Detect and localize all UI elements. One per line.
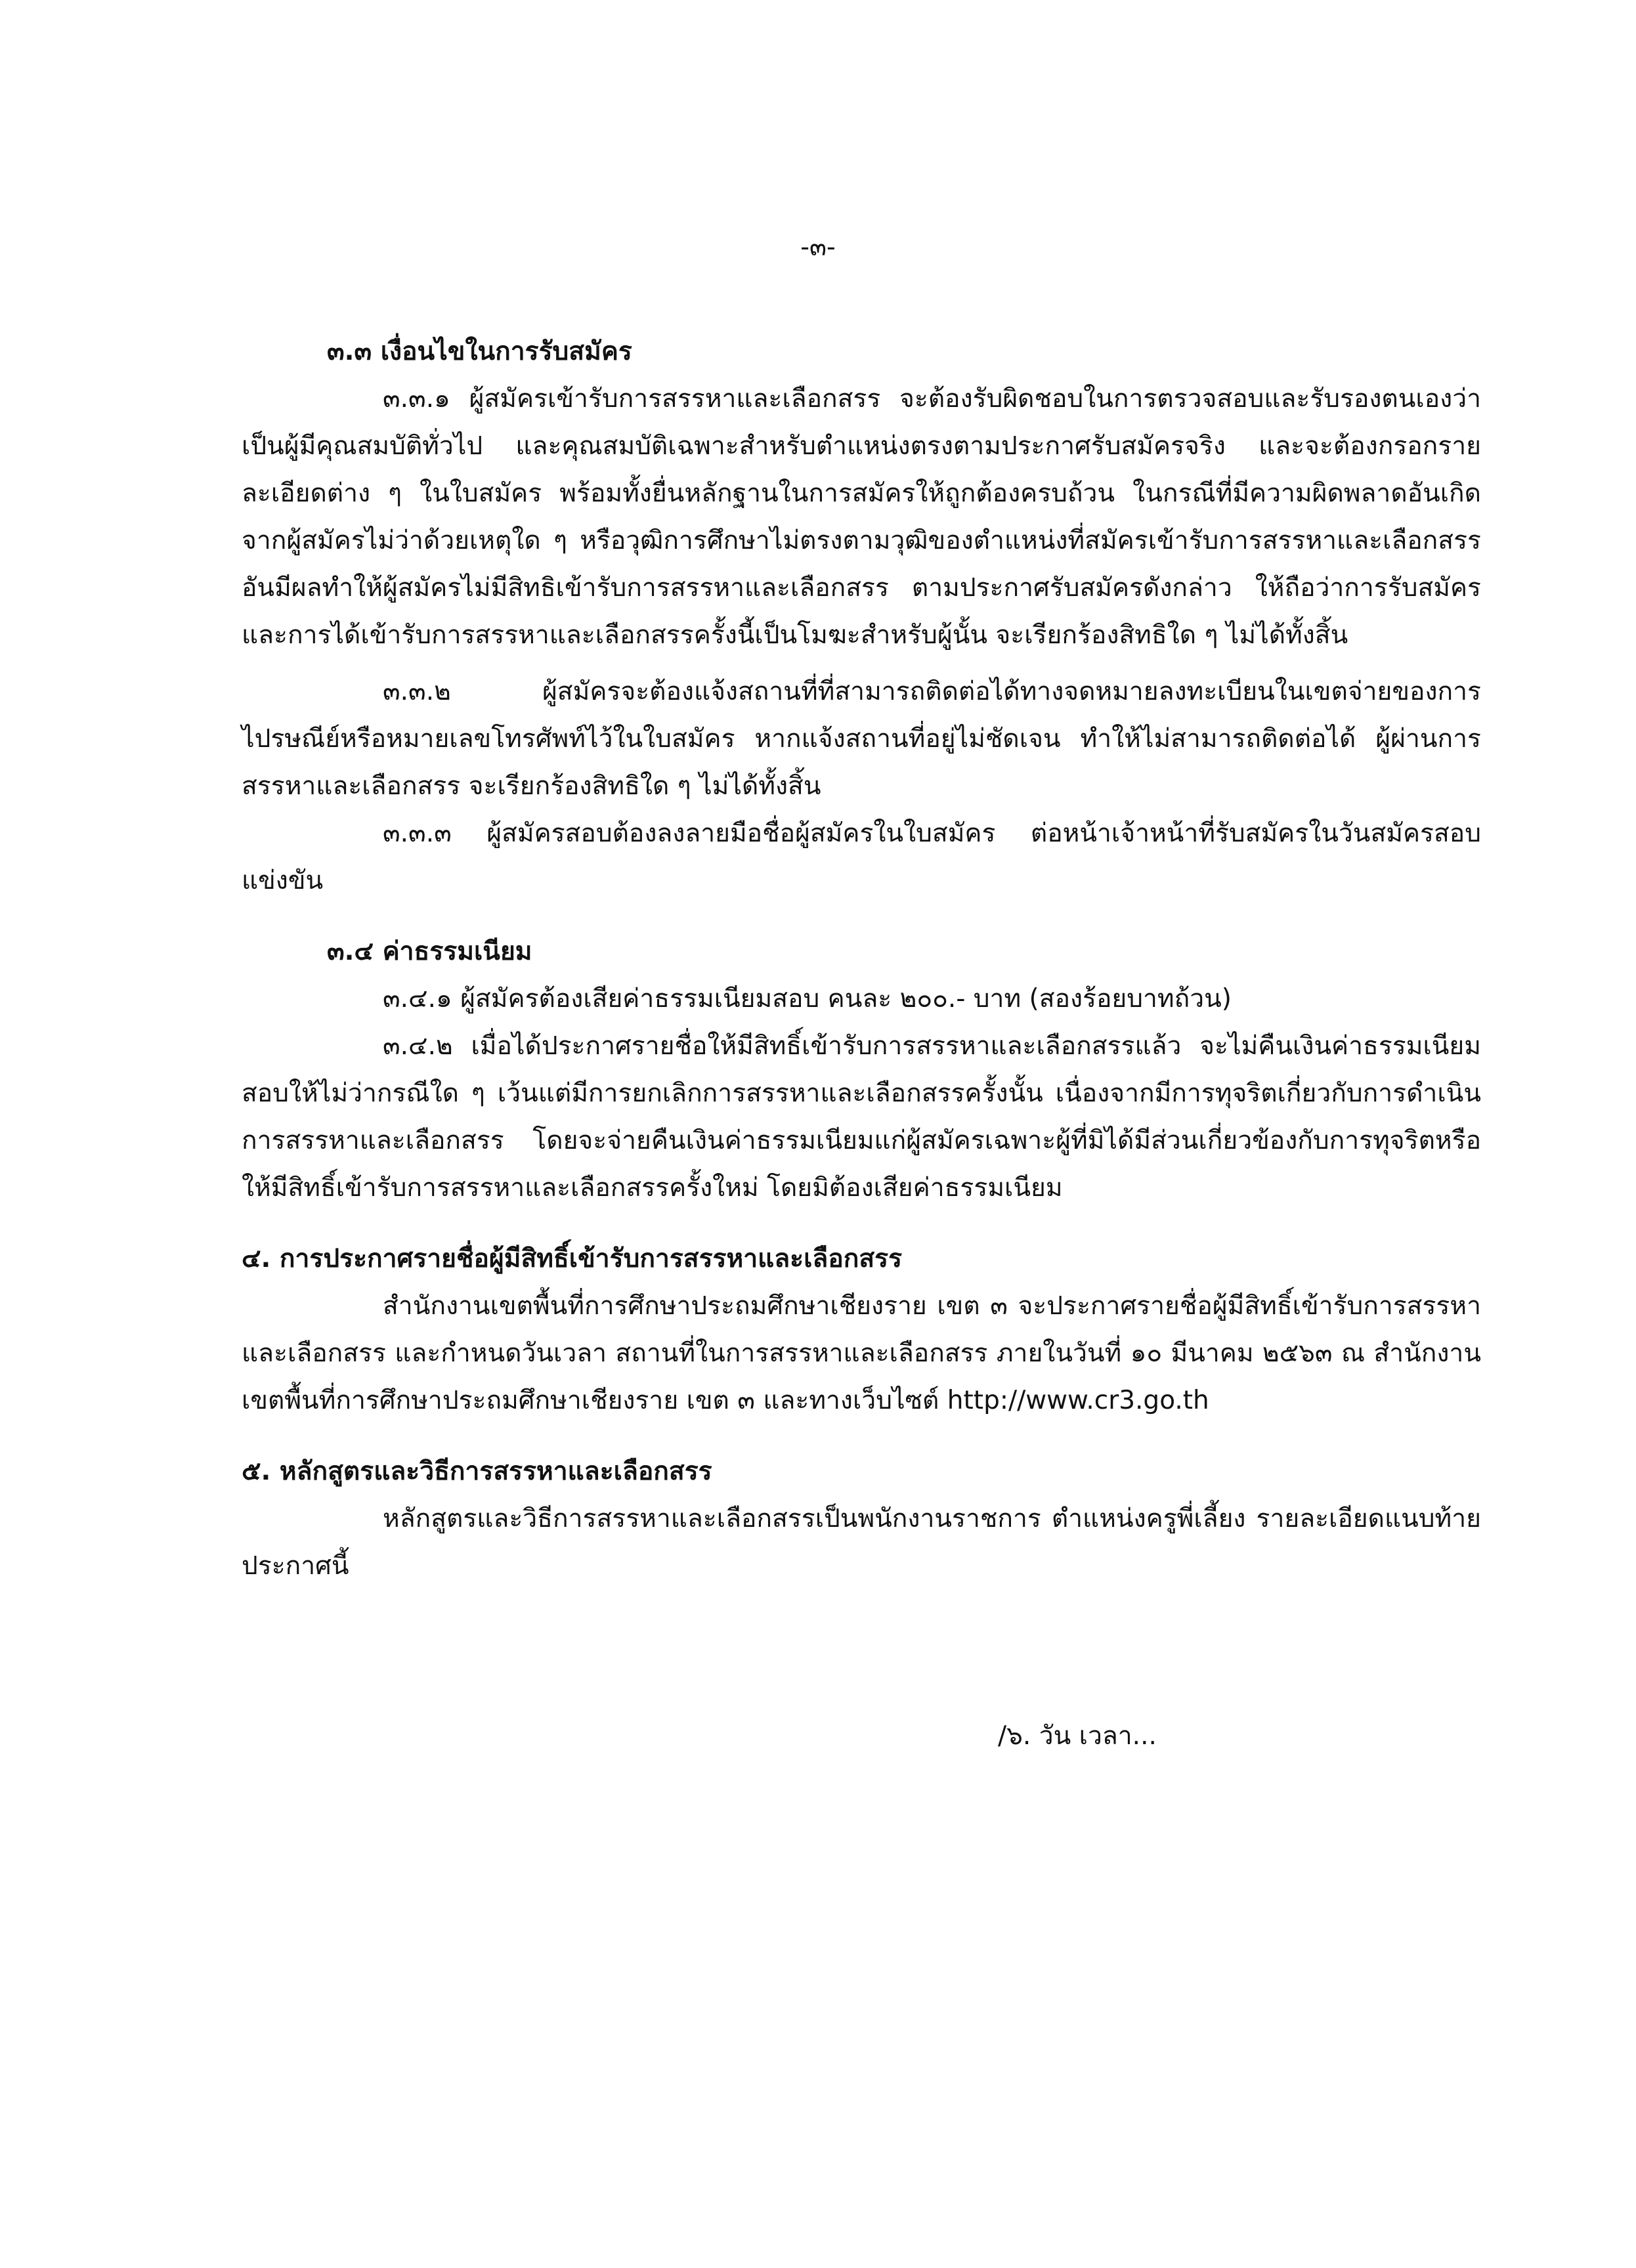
section-3-3-2-paragraph: ๓.๓.๒ ผู้สมัครจะต้องแจ้งสถานที่ที่สามารถติดต่อได้ทางจดหมายลงทะเบียนในเขตจ่ายของการไปรษณีย์หรือหมายเลขโทรศัพท์ไว้ในใบสมัคร หากแจ้งสถานที่อยู่ไม่ชัดเจน ทำให้ไม่สามารถติดต่อได้ ผู้ผ่านการสรรหาและเลือกสรร จะเรียกร้องสิทธิใด ๆ ไม่ได้ทั้งสิ้น: [242, 677, 1481, 801]
section-4-paragraph: สำนักงานเขตพื้นที่การศึกษาประถมศึกษาเชียงราย เขต ๓ จะประกาศรายชื่อผู้มีสิทธิ์เข้ารับการสรรหาและเลือกสรร และกำหนดวันเวลา สถานที่ในการสรรหาและเลือกสรร ภายในวันที่ ๑๐ มีนาคม ๒๕๖๓ ณ สำนักงานเขตพื้นที่การศึกษาประถมศึกษาเชียงราย เขต ๓ และทางเว็บไซต์ http://www.cr3.go.th: [242, 1291, 1481, 1415]
section-4-heading: ๔. การประกาศรายชื่อผู้มีสิทธิ์เข้ารับการสรรหาและเลือกสรร: [242, 1244, 903, 1273]
section-3-3-heading: ๓.๓ เงื่อนไขในการรับสมัคร: [327, 337, 632, 366]
section-5-heading: ๕. หลักสูตรและวิธีการสรรหาและเลือกสรร: [242, 1457, 712, 1486]
section-3-4-1-paragraph: ๓.๔.๑ ผู้สมัครต้องเสียค่าธรรมเนียมสอบ คนละ ๒๐๐.- บาท (สองร้อยบาทถ้วน): [383, 984, 1232, 1014]
section-3-3-3-paragraph: ๓.๓.๓ ผู้สมัครสอบต้องลงลายมือชื่อผู้สมัครในใบสมัคร ต่อหน้าเจ้าหน้าที่รับสมัครในวันสมัครสอบแข่งขัน: [242, 819, 1481, 895]
document-body: [242, 328, 1481, 1590]
section-3-4-2-paragraph: ๓.๔.๒ เมื่อได้ประกาศรายชื่อให้มีสิทธิ์เข้ารับการสรรหาและเลือกสรรแล้ว จะไม่คืนเงินค่าธรรมเนียมสอบให้ไม่ว่ากรณีใด ๆ เว้นแต่มีการยกเลิกการสรรหาและเลือกสรรครั้งนั้น เนื่องจากมีการทุจริตเกี่ยวกับการดำเนินการสรรหาและเลือกสรร โดยจะจ่ายคืนเงินค่าธรรมเนียมแก่ผู้สมัครเฉพาะผู้ที่มิได้มีส่วนเกี่ยวข้องกับการทุจริตหรือให้มีสิทธิ์เข้ารับการสรรหาและเลือกสรรครั้งใหม่ โดยมิต้องเสียค่าธรรมเนียม: [242, 1031, 1481, 1203]
continuation-reference: /๖. วัน เวลา...: [998, 1721, 1157, 1751]
page-number: -๓-: [800, 232, 836, 261]
section-3-3-1-paragraph: ๓.๓.๑ ผู้สมัครเข้ารับการสรรหาและเลือกสรร จะต้องรับผิดชอบในการตรวจสอบและรับรองตนเองว่าเป็นผู้มีคุณสมบัติทั่วไป และคุณสมบัติเฉพาะสำหรับตำแหน่งตรงตามประกาศรับสมัครจริง และจะต้องกรอกรายละเอียดต่าง ๆ ในใบสมัคร พร้อมทั้งยื่นหลักฐานในการสมัครให้ถูกต้องครบถ้วน ในกรณีที่มีความผิดพลาดอันเกิดจากผู้สมัครไม่ว่าด้วยเหตุใด ๆ หรือวุฒิการศึกษาไม่ตรงตามวุฒิของตำแหน่งที่สมัครเข้ารับการสรรหาและเลือกสรร อันมีผลทำให้ผู้สมัครไม่มีสิทธิเข้ารับการสรรหาและเลือกสรร ตามประกาศรับสมัครดังกล่าว ให้ถือว่าการรับสมัครและการได้เข้ารับการสรรหาและเลือกสรรครั้งนี้เป็นโมฆะสำหรับผู้นั้น จะเรียกร้องสิทธิใด ๆ ไม่ได้ทั้งสิ้น: [242, 384, 1481, 650]
section-3-4-heading: ๓.๔ ค่าธรรมเนียม: [327, 937, 532, 966]
section-5-paragraph: หลักสูตรและวิธีการสรรหาและเลือกสรรเป็นพนักงานราชการ ตำแหน่งครูพี่เลี้ยง รายละเอียดแนบท้ายประกาศนี้: [242, 1504, 1481, 1581]
